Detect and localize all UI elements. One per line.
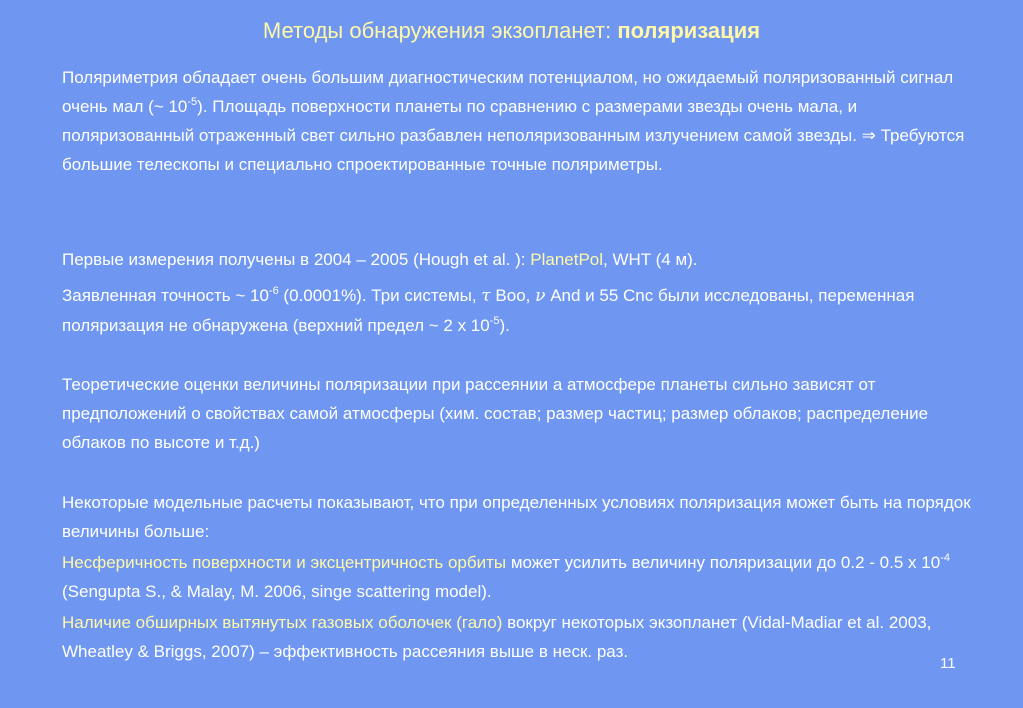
paragraph-nonsphericity bbox=[62, 548, 982, 606]
slide-title-bold: поляризация bbox=[617, 18, 761, 43]
slide-title bbox=[0, 18, 1023, 44]
p2-text-a: Первые измерения получены в 2004 – 2005 (Hough et al. ): bbox=[62, 250, 531, 269]
p7-text-a: вокруг некоторых экзопланет (Vidal-Madiar et al. 2003, Wheatley & Briggs, 2007) – эффективность рассеяния выше в неск. раз. bbox=[62, 613, 932, 661]
p3-text-d: And и 55 Cnc были исследованы, переменная поляризация не обнаружена (верхний предел ~ 2 x 10 bbox=[62, 286, 915, 335]
p6-highlight: Несферичность поверхности и эксцентричность орбиты bbox=[62, 553, 507, 572]
paragraph-theoretical: Теоретические оценки величины поляризации при рассеянии а атмосфере планеты сильно зависят от предположений о свойствах самой атмосферы (хим. состав; размер частиц; размер облаков; распределение облаков по высоте и т.д.) bbox=[62, 375, 929, 452]
page-number: 11 bbox=[940, 655, 956, 672]
p3-text-e: ). bbox=[499, 316, 510, 335]
planetpol-pol: Pol bbox=[578, 250, 604, 269]
p6-text-b: (Sengupta S., & Malay, M. 2006, singe scattering model). bbox=[62, 582, 492, 601]
p3-exponent-2: -5 bbox=[489, 315, 500, 327]
p3-text-a: Заявленная точность ~ 10 bbox=[62, 286, 269, 305]
p3-exponent-1: -6 bbox=[268, 285, 279, 297]
paragraph-accuracy bbox=[62, 281, 982, 340]
p1-text-c: Требуются большие телескопы и специально спроектированные точные поляриметры. bbox=[62, 126, 965, 174]
p6-exponent: -4 bbox=[940, 552, 950, 564]
paragraph-models: Некоторые модельные расчеты показывают, что при определенных условиях поляризация может быть на порядок величины больше: bbox=[62, 493, 971, 541]
tau-symbol: τ bbox=[481, 286, 491, 306]
p1-text-b: ). Площадь поверхности планеты по сравнению с размерами звезды очень мала, и поляризованный отраженный свет сильно разбавлен неполяризованным излучением самой звезды. bbox=[62, 97, 862, 145]
planetpol-planet: Planet bbox=[530, 250, 579, 269]
slide-title-main: Методы обнаружения экзопланет: bbox=[262, 18, 618, 43]
p1-text-a: Поляриметрия обладает очень большим диагностическим потенциалом, но ожидаемый поляризованный сигнал очень мал (~ 10 bbox=[62, 68, 954, 116]
implies-arrow-icon: ⇒ bbox=[861, 126, 876, 145]
p2-text-b: , WHT (4 м). bbox=[603, 250, 698, 269]
paragraph-first-measurements bbox=[62, 245, 982, 274]
p3-text-b: (0.0001%). Три системы, bbox=[278, 286, 482, 305]
nu-symbol: ν bbox=[535, 286, 546, 306]
paragraph-polarimetry bbox=[62, 63, 982, 179]
p7-highlight: Наличие обширных вытянутых газовых оболочек (гало) bbox=[62, 613, 503, 632]
p3-text-c: Boo, bbox=[490, 286, 536, 305]
p6-text-a: может усилить величину поляризации до 0.2 - 0.5 x 10 bbox=[506, 553, 941, 572]
p1-exponent: -5 bbox=[187, 96, 198, 108]
paragraph-halo bbox=[62, 608, 982, 666]
